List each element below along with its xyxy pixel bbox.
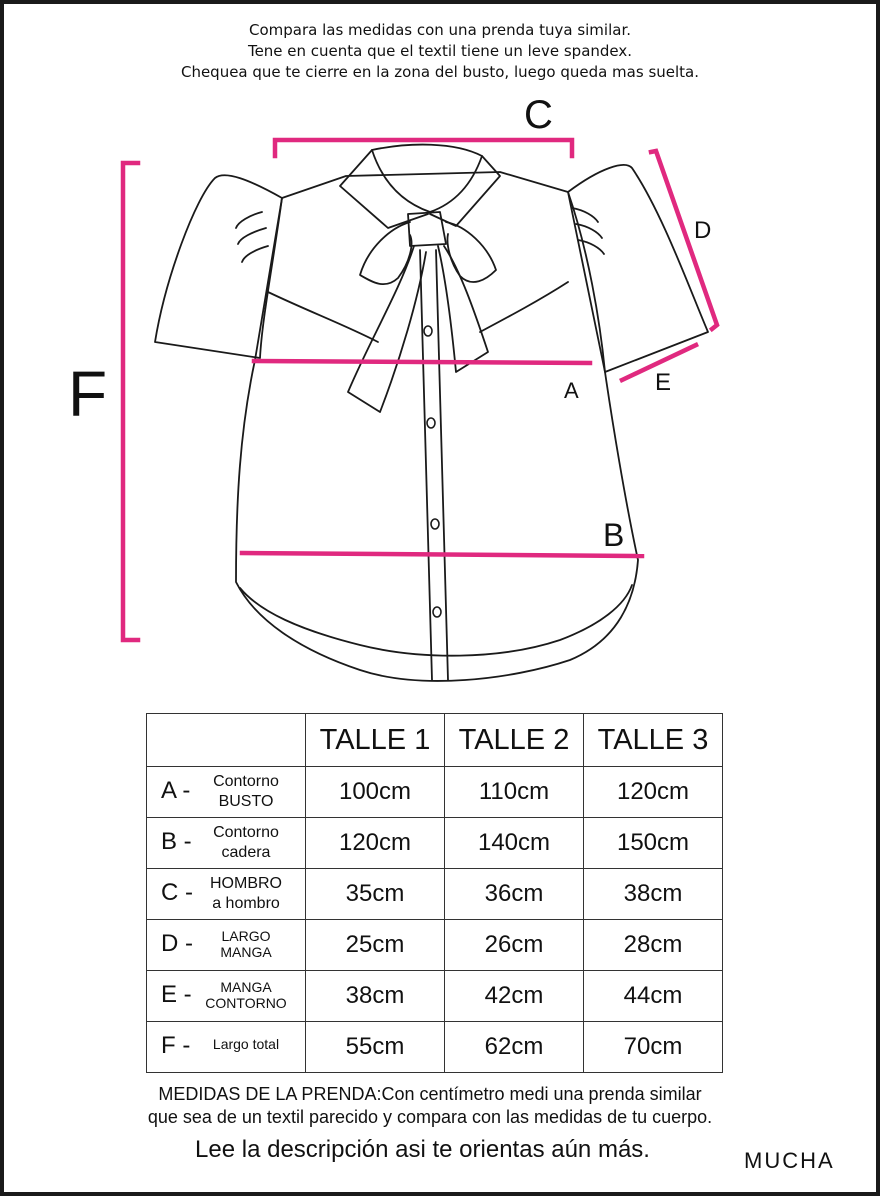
header-talle-2: TALLE 2 (445, 714, 584, 767)
table-row (147, 767, 723, 818)
value-cell: 35cm (306, 869, 445, 920)
measure-name: HOMBRO a hombro (210, 875, 282, 912)
measure-letter: C - (161, 879, 193, 906)
button-2 (427, 418, 435, 428)
measure-letter: A - (161, 777, 191, 804)
value-cell: 42cm (445, 971, 584, 1022)
value-cell: 70cm (584, 1022, 723, 1073)
button-1 (424, 326, 432, 336)
measure-name: Contorno BUSTO (213, 773, 279, 810)
header-talle-3: TALLE 3 (584, 714, 723, 767)
value-cell: 120cm (306, 818, 445, 869)
measure-line-c (275, 140, 572, 156)
brand-name: MUCHA (744, 1148, 835, 1173)
measure-name: Largo total (212, 1036, 280, 1052)
table-corner-cell (147, 714, 306, 767)
intro-line-1: Compara las medidas con una prenda tuya similar. (248, 21, 632, 39)
value-cell: 62cm (445, 1022, 584, 1073)
value-cell: 38cm (584, 869, 723, 920)
label-f: F (68, 358, 108, 430)
blouse-diagram (0, 90, 880, 700)
intro-text (0, 20, 880, 83)
value-cell: 36cm (445, 869, 584, 920)
value-cell: 55cm (306, 1022, 445, 1073)
measure-line-f (123, 163, 138, 640)
value-cell: 100cm (306, 767, 445, 818)
value-cell: 25cm (306, 920, 445, 971)
measure-name: MANGA CONTORNO (205, 979, 287, 1011)
header-talle-1: TALLE 1 (306, 714, 445, 767)
measure-letter: F - (161, 1032, 191, 1059)
table-row (147, 920, 723, 971)
value-cell: 110cm (445, 767, 584, 818)
button-3 (431, 519, 439, 529)
table-row (147, 971, 723, 1022)
table-row (147, 869, 723, 920)
measure-cell-b (147, 818, 306, 869)
measure-letter: E - (161, 981, 192, 1008)
measure-cell-e (147, 971, 306, 1022)
measurement-lines (123, 140, 717, 640)
value-cell: 140cm (445, 818, 584, 869)
value-cell: 120cm (584, 767, 723, 818)
label-c: C (524, 93, 553, 137)
value-cell: 150cm (584, 818, 723, 869)
table-row (147, 1022, 723, 1073)
value-cell: 28cm (584, 920, 723, 971)
footer-line-3: Lee la descripción asi te orientas aún más. (195, 1136, 650, 1163)
intro-line-2: Tene en cuenta que el textil tiene un leve spandex. (247, 42, 633, 60)
value-cell: 38cm (306, 971, 445, 1022)
button-4 (433, 607, 441, 617)
label-e: E (655, 369, 672, 396)
label-d: D (694, 217, 712, 244)
blouse-outline (155, 145, 708, 681)
footer-line-1: MEDIDAS DE LA PRENDA:Con centímetro medi una prenda similar (158, 1084, 702, 1104)
size-table (146, 713, 723, 1073)
measure-cell-d (147, 920, 306, 971)
measure-name: Contorno cadera (213, 824, 279, 861)
footer-line-2: que sea de un textil parecido y compara con las medidas de tu cuerpo. (147, 1107, 713, 1127)
measure-line-a (254, 361, 590, 363)
table-header-row (147, 714, 723, 767)
measure-line-b (242, 553, 642, 556)
label-a: A (564, 378, 579, 403)
measure-letter: D - (161, 930, 193, 957)
measure-letter: B - (161, 828, 192, 855)
measure-cell-f (147, 1022, 306, 1073)
measure-cell-c (147, 869, 306, 920)
value-cell: 26cm (445, 920, 584, 971)
measure-name: LARGO MANGA (220, 928, 272, 960)
table-row (147, 818, 723, 869)
label-b: B (603, 517, 625, 553)
measure-cell-a (147, 767, 306, 818)
intro-line-3: Chequea que te cierre en la zona del busto, luego queda mas suelta. (180, 63, 700, 81)
value-cell: 44cm (584, 971, 723, 1022)
